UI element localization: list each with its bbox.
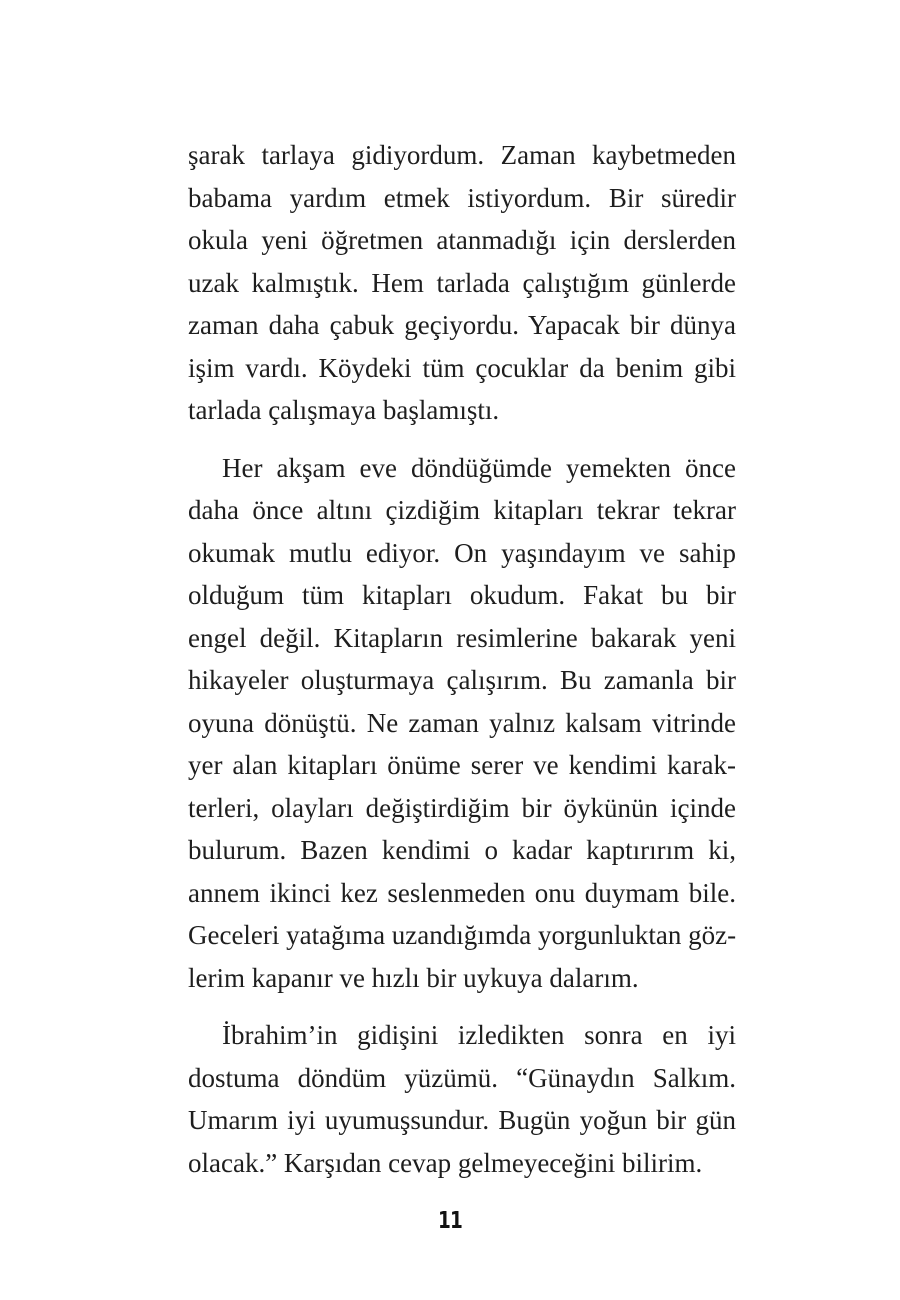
- text-line: olacak.” Karşıdan cevap gelmeyeceğini bilirim.: [188, 1147, 703, 1178]
- text-line: uzak kalmıştık. Hem tarlada çalıştığım günlerde: [188, 267, 736, 298]
- text-line: engel değil. Kitapların resimlerine bakarak yeni: [188, 622, 736, 653]
- text-line: işim vardı. Köydeki tüm çocuklar da benim gibi: [188, 352, 736, 383]
- paragraph: [188, 447, 736, 1000]
- text-line: şarak tarlaya gidiyordum. Zaman kaybetmeden: [188, 140, 736, 170]
- text-line: dostuma döndüm yüzümü. “Günaydın Salkım.: [188, 1062, 736, 1093]
- text-line: Her akşam eve döndüğümde yemekten önce: [222, 452, 736, 483]
- text-line: Geceleri yatağıma uzandığımda yorgunluktan göz-: [188, 920, 737, 950]
- text-line: tarlada çalışmaya başlamıştı.: [188, 395, 500, 425]
- text-line: daha önce altını çizdiğim kitapları tekrar tekrar: [188, 495, 736, 525]
- text-line: İbrahim’in gidişini izledikten sonra en iyi: [222, 1020, 736, 1050]
- text-line: annem ikinci kez seslenmeden onu duymam bile.: [188, 877, 736, 908]
- text-line: oyuna dönüştü. Ne zaman yalnız kalsam vitrinde: [188, 707, 736, 738]
- page-number: 11: [437, 1208, 462, 1234]
- text-line: okumak mutlu ediyor. On yaşındayım ve sahip: [188, 537, 736, 568]
- text-line: terleri, olayları değiştirdiğim bir öykünün içinde: [188, 792, 736, 823]
- text-line: okula yeni öğretmen atanmadığı için derslerden: [188, 225, 736, 255]
- body-text: [188, 134, 736, 1184]
- text-line: bulurum. Bazen kendimi o kadar kaptırırım ki,: [188, 835, 736, 865]
- text-line: hikayeler oluşturmaya çalışırım. Bu zamanla bir: [188, 665, 736, 695]
- text-line: babama yardım etmek istiyordum. Bir süredir: [188, 182, 736, 213]
- paragraph: [188, 1014, 736, 1184]
- text-line: lerim kapanır ve hızlı bir uykuya dalarım.: [188, 962, 639, 993]
- text-line: Umarım iyi uyumuşsundur. Bugün yoğun bir gün: [188, 1105, 736, 1135]
- paragraph: [188, 134, 736, 432]
- text-line: olduğum tüm kitapları okudum. Fakat bu bir: [188, 580, 736, 610]
- text-line: yer alan kitapları önüme serer ve kendimi karak-: [188, 750, 736, 780]
- text-line: zaman daha çabuk geçiyordu. Yapacak bir dünya: [188, 310, 736, 340]
